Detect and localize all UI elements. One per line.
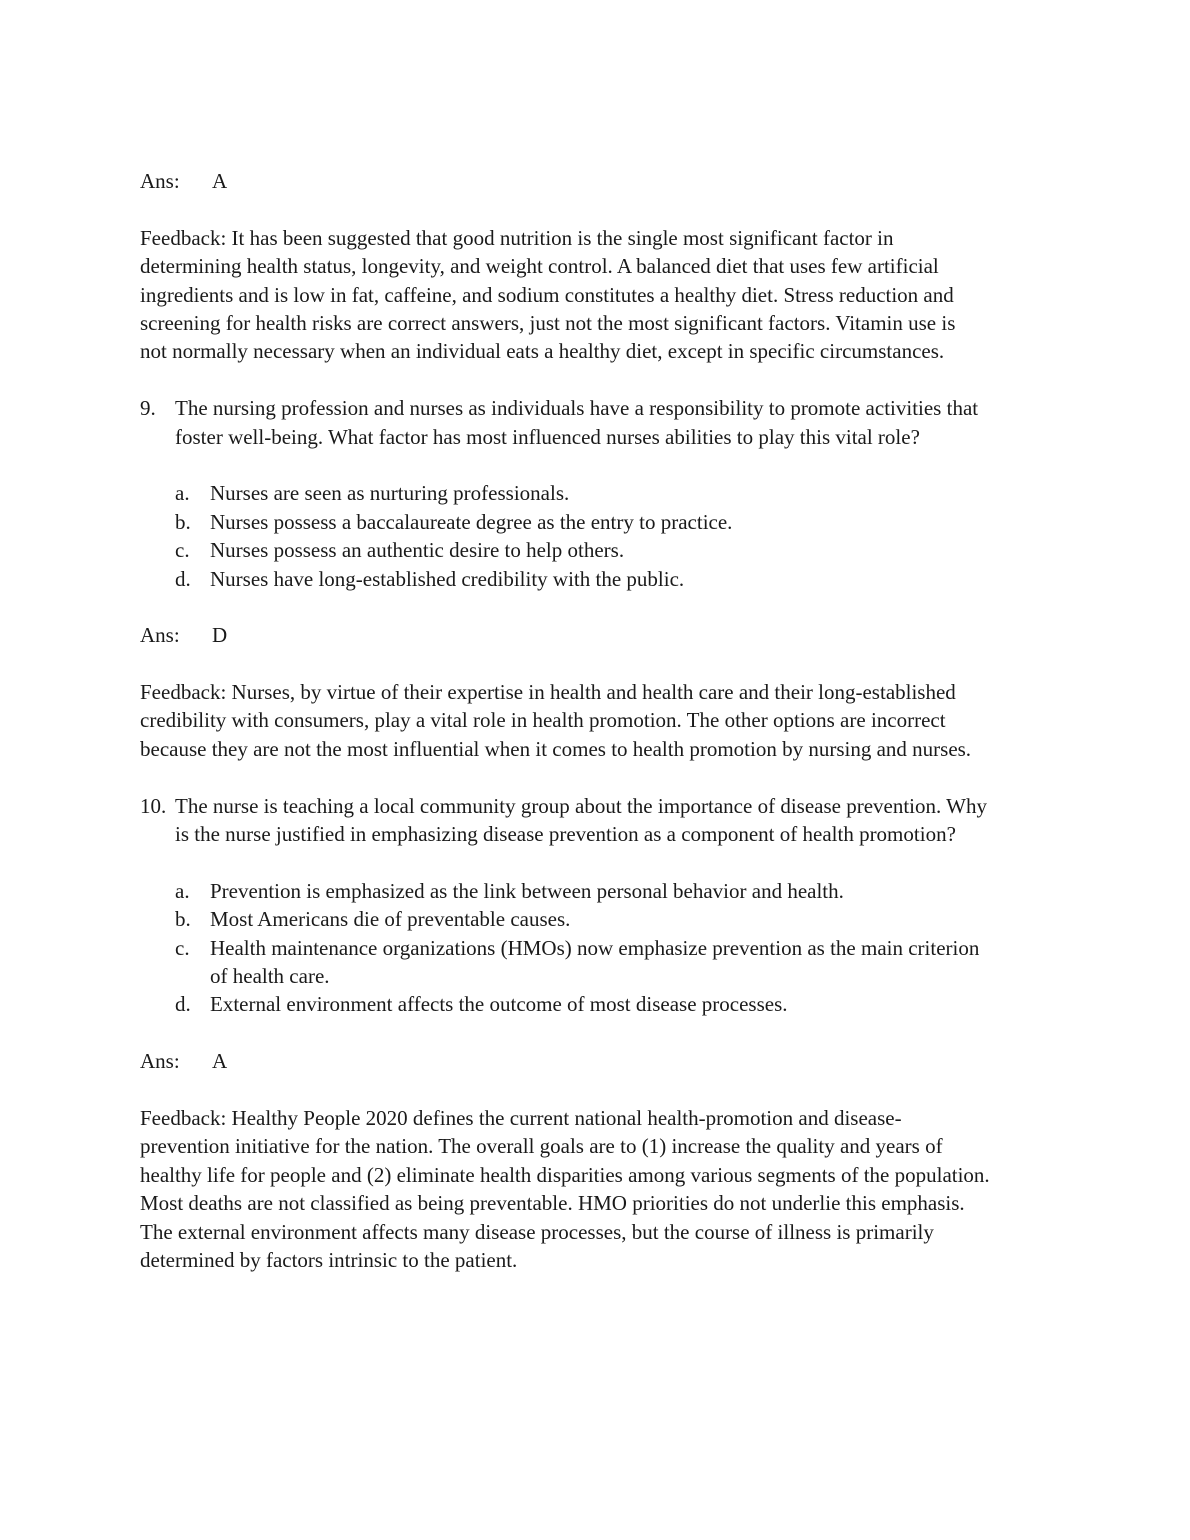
question-10 (140, 792, 1060, 849)
option-a (175, 479, 1060, 507)
option-d (175, 565, 1060, 593)
feedback-line: Most deaths are not classified as being preventable. HMO priorities do not underlie this emphasis. (140, 1191, 965, 1216)
option-a (175, 877, 1060, 905)
option-c (175, 536, 1060, 564)
option-letter: c. (175, 538, 190, 563)
option-letter: a. (175, 481, 190, 506)
feedback-line: ingredients and is low in fat, caffeine, and sodium constitutes a healthy diet. Stress reduction and (140, 282, 954, 307)
answer-8 (140, 167, 1060, 195)
options-10 (175, 877, 1060, 1019)
option-letter: d. (175, 566, 191, 591)
option-b (175, 905, 1060, 933)
option-c (175, 934, 1060, 991)
answer-value: D (212, 623, 228, 648)
option-text: Nurses are seen as nurturing professionals. (210, 481, 570, 506)
option-text: Health maintenance organizations (HMOs) now emphasize prevention as the main criterion (210, 935, 980, 960)
answer-label: Ans: (140, 169, 180, 193)
option-letter: c. (175, 935, 190, 960)
option-text: Nurses possess a baccalaureate degree as the entry to practice. (210, 509, 733, 534)
answer-label: Ans: (140, 1049, 180, 1074)
answer-label: Ans: (140, 623, 180, 648)
feedback-line: determining health status, longevity, and weight control. A balanced diet that uses few artificial (140, 254, 939, 279)
feedback-line: Feedback: It has been suggested that good nutrition is the single most significant factor in (140, 225, 894, 250)
feedback-line: because they are not the most influential when it comes to health promotion by nursing and nurses. (140, 736, 972, 761)
option-text: Most Americans die of preventable causes. (210, 907, 571, 932)
question-text: foster well-being. What factor has most influenced nurses abilities to play this vital role? (175, 424, 920, 449)
feedback-line: Feedback: Healthy People 2020 defines the current national health-promotion and disease- (140, 1106, 902, 1130)
feedback-9 (140, 678, 1060, 763)
question-9 (140, 394, 1060, 451)
option-text: Prevention is emphasized as the link between personal behavior and health. (210, 878, 844, 903)
answer-10 (140, 1047, 1060, 1075)
answer-value: A (212, 169, 228, 193)
option-letter: b. (175, 907, 191, 932)
answer-value: A (212, 1049, 228, 1074)
question-text: The nurse is teaching a local community group about the importance of disease prevention. Why (175, 793, 987, 818)
document-page (140, 167, 1060, 1274)
option-letter: a. (175, 878, 190, 903)
question-text: The nursing profession and nurses as individuals have a responsibility to promote activities that (175, 396, 979, 421)
feedback-line: credibility with consumers, play a vital role in health promotion. The other options are incorrect (140, 708, 946, 733)
option-letter: b. (175, 509, 191, 534)
feedback-line: The external environment affects many disease processes, but the course of illness is primarily (140, 1219, 934, 1244)
option-text: of health care. (210, 964, 330, 989)
feedback-10 (140, 1104, 1060, 1274)
feedback-line: not normally necessary when an individual eats a healthy diet, except in specific circumstances. (140, 339, 945, 364)
feedback-line: prevention initiative for the nation. The overall goals are to (1) increase the quality and years of (140, 1134, 943, 1159)
question-text: is the nurse justified in emphasizing disease prevention as a component of health promotion? (175, 822, 956, 847)
feedback-line: healthy life for people and (2) eliminate health disparities among various segments of the population. (140, 1162, 990, 1187)
feedback-line: screening for health risks are correct answers, just not the most significant factors. Vitamin use is (140, 310, 956, 335)
option-letter: d. (175, 992, 191, 1017)
feedback-line: determined by factors intrinsic to the patient. (140, 1247, 518, 1272)
option-d (175, 990, 1060, 1018)
feedback-8 (140, 224, 1060, 366)
options-9 (175, 479, 1060, 593)
feedback-line: Feedback: Nurses, by virtue of their expertise in health and health care and their long-established (140, 680, 956, 705)
option-text: Nurses have long-established credibility with the public. (210, 566, 685, 591)
option-text: External environment affects the outcome of most disease processes. (210, 992, 788, 1017)
option-b (175, 508, 1060, 536)
question-number: 10. (140, 793, 167, 818)
option-text: Nurses possess an authentic desire to help others. (210, 538, 625, 563)
question-number: 9. (140, 396, 156, 421)
answer-9 (140, 621, 1060, 649)
